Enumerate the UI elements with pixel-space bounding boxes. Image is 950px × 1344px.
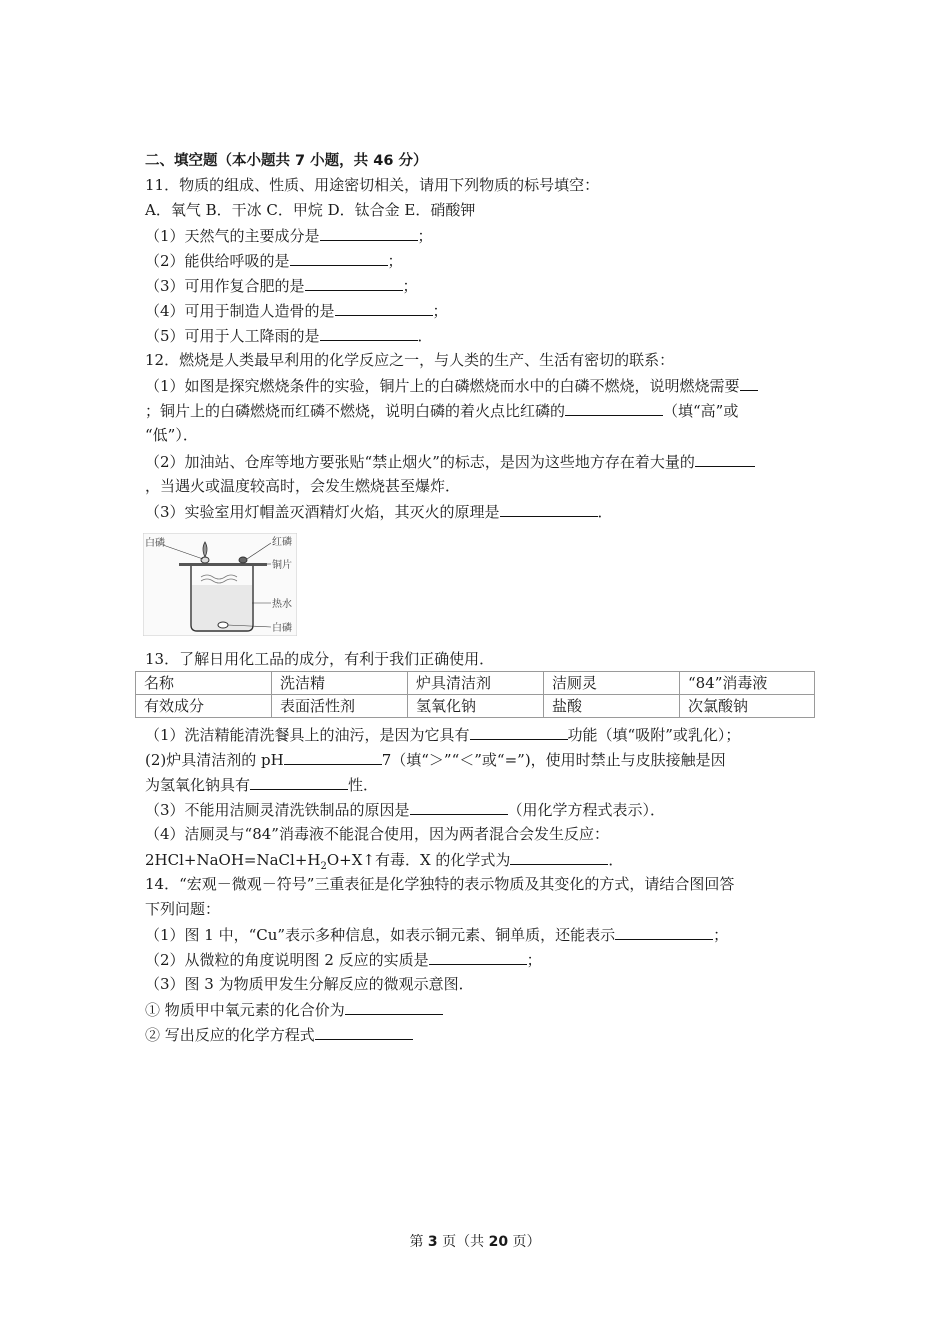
footer-mid: 页（共	[437, 1234, 489, 1250]
answer-blank[interactable]	[315, 1023, 413, 1040]
q11-part4-text: （4）可用于制造人造骨的是	[145, 302, 335, 320]
page-number: 3	[427, 1234, 438, 1250]
table-row	[136, 672, 815, 695]
table-cell: 炉具清洁剂	[408, 672, 544, 695]
q14-stem1: 14．“宏观－微观－符号”三重表征是化学独特的表示物质及其变化的方式，请结合图回答	[145, 875, 735, 893]
footer-post: 页）	[508, 1234, 541, 1250]
q11-part3-end: ；	[402, 277, 418, 295]
q11-part5-end: ．	[417, 327, 433, 345]
table-cell: 盐酸	[544, 695, 680, 718]
q11-part3-text: （3）可用作复合肥的是	[145, 277, 305, 295]
q12-part1b-text: ；铜片上的白磷燃烧而红磷不燃烧，说明白磷的着火点比红磷的	[145, 402, 566, 420]
answer-blank[interactable]	[320, 324, 418, 341]
answer-blank[interactable]	[410, 798, 508, 815]
q11-stem: 11．物质的组成、性质、用途密切相关，请用下列物质的标号填空：	[145, 176, 600, 194]
q11-part4	[145, 299, 448, 322]
q11-part3	[145, 274, 418, 297]
q13-part2a	[145, 748, 726, 771]
label-white-phosphorus-top: 白磷	[145, 538, 165, 549]
q12-part2a	[145, 450, 755, 473]
answer-blank[interactable]	[695, 450, 755, 467]
table-row	[136, 695, 815, 718]
answer-blank[interactable]	[345, 998, 443, 1015]
table-cell: 表面活性剂	[272, 695, 408, 718]
answer-blank[interactable]	[500, 500, 598, 517]
q14-part1	[145, 923, 728, 946]
equation-part2: O+X↑有毒．X 的化学式为	[326, 851, 511, 869]
combustion-experiment-figure	[143, 533, 297, 636]
q13-stem: 13．了解日用化工品的成分，有利于我们正确使用．	[145, 650, 495, 668]
equation-part1: 2HCl+NaOH=NaCl+H	[145, 851, 321, 869]
q13-part1-end: 功能（填“吸附”或乳化）；	[567, 726, 741, 744]
table-cell: 氢氧化钠	[408, 695, 544, 718]
table-cell: “84”消毒液	[680, 672, 815, 695]
q11-part5-text: （5）可用于人工降雨的是	[145, 327, 320, 345]
red-phosphorus	[239, 557, 247, 563]
q11-part1-end: ；	[417, 227, 433, 245]
q12-part1a-text: （1）如图是探究燃烧条件的实验，铜片上的白磷燃烧而水中的白磷不燃烧，说明燃烧需要	[145, 377, 740, 395]
q14-part1-end: ；	[713, 926, 729, 944]
answer-blank[interactable]	[740, 374, 758, 391]
answer-blank[interactable]	[615, 923, 713, 940]
copper-plate	[179, 563, 267, 566]
answer-blank[interactable]	[320, 224, 418, 241]
q12-part1b-end: （填“高”或	[663, 402, 739, 420]
label-copper-plate: 铜片	[272, 560, 292, 571]
table-cell: 次氯酸钠	[680, 695, 815, 718]
q12-part1c: “低”）．	[145, 426, 198, 444]
q13-part3-end: （用化学方程式表示）．	[507, 801, 666, 819]
q14-stem2: 下列问题：	[145, 900, 221, 918]
q12-part3	[145, 500, 613, 523]
q12-part2a-text: （2）加油站、仓库等地方要张贴“禁止烟火”的标志，是因为这些地方存在着大量的	[145, 453, 695, 471]
equation-subscript: 2	[320, 861, 327, 872]
answer-blank[interactable]	[250, 773, 348, 790]
page-footer	[0, 1231, 950, 1251]
q12-part1b	[145, 399, 738, 422]
answer-blank[interactable]	[565, 399, 663, 416]
q13-part1-text: （1）洗洁精能清洗餐具上的油污，是因为它具有	[145, 726, 470, 744]
q13-part3	[145, 798, 665, 821]
q11-options: A．氧气 B．干冰 C．甲烷 D．钛合金 E．硝酸钾	[145, 201, 476, 219]
table-cell: 洁厕灵	[544, 672, 680, 695]
answer-blank[interactable]	[335, 299, 433, 316]
q14-part1-text: （1）图 1 中，“Cu”表示多种信息，如表示铜元素、铜单质，还能表示	[145, 926, 616, 944]
table-cell: 洗洁精	[272, 672, 408, 695]
label-white-phosphorus-bottom: 白磷	[272, 623, 292, 634]
q11-part2-text: （2）能供给呼吸的是	[145, 252, 290, 270]
white-phosphorus-top	[201, 557, 209, 563]
white-phosphorus-bottom	[218, 622, 228, 628]
q13-part2a-text: (2)炉具清洁剂的 pH	[145, 751, 284, 769]
q14-part2	[145, 948, 542, 971]
answer-blank[interactable]	[284, 748, 382, 765]
page-total: 20	[488, 1234, 509, 1250]
q14-part3-2	[145, 1023, 413, 1046]
q13-part2b-end: 性．	[348, 776, 379, 794]
q11-part1-text: （1）天然气的主要成分是	[145, 227, 320, 245]
q13-part3-text: （3）不能用洁厕灵清洗铁制品的原因是	[145, 801, 410, 819]
q14-part3: （3）图 3 为物质甲发生分解反应的微观示意图．	[145, 975, 474, 993]
q12-part3-end: ．	[597, 503, 613, 521]
q11-part2-end: ；	[387, 252, 403, 270]
label-hot-water: 热水	[272, 599, 292, 610]
q14-part2-end: ；	[526, 951, 542, 969]
answer-blank[interactable]	[305, 274, 403, 291]
ingredients-table	[135, 671, 815, 718]
table-cell: 名称	[136, 672, 272, 695]
q12-stem: 12．燃烧是人类最早利用的化学反应之一，与人类的生产、生活有密切的联系：	[145, 351, 675, 369]
answer-blank[interactable]	[470, 723, 568, 740]
answer-blank[interactable]	[510, 848, 608, 865]
q13-part2b-text: 为氢氧化钠具有	[145, 776, 251, 794]
answer-blank[interactable]	[290, 249, 388, 266]
q14-part3-2-text: ② 写出反应的化学方程式	[145, 1026, 315, 1044]
label-red-phosphorus: 红磷	[272, 537, 292, 548]
q12-part3-text: （3）实验室用灯帽盖灭酒精灯火焰，其灭火的原理是	[145, 503, 500, 521]
q13-part2b	[145, 773, 378, 796]
q14-part3-1	[145, 998, 443, 1021]
q11-part2	[145, 249, 403, 272]
answer-blank[interactable]	[429, 948, 527, 965]
q12-part1a	[145, 374, 758, 397]
q11-part5	[145, 324, 433, 347]
equation-end: ．	[608, 851, 624, 869]
q13-part2a-end: 7（填“＞”“＜”或“=”)，使用时禁止与皮肤接触是因	[381, 751, 726, 769]
q11-part4-end: ；	[432, 302, 448, 320]
q13-part1	[145, 723, 740, 746]
flame-icon	[203, 542, 207, 557]
q14-part3-1-text: ① 物质甲中氧元素的化合价为	[145, 1001, 345, 1019]
q12-part2b: ，当遇火或温度较高时，会发生燃烧甚至爆炸．	[145, 477, 461, 495]
table-cell: 有效成分	[136, 695, 272, 718]
q11-part1	[145, 224, 433, 247]
section-title: 二、填空题（本小题共 7 小题，共 46 分）	[145, 153, 428, 169]
q13-part4: （4）洁厕灵与“84”消毒液不能混合使用，因为两者混合会发生反应：	[145, 825, 609, 843]
footer-pre: 第	[409, 1234, 428, 1250]
q14-part2-text: （2）从微粒的角度说明图 2 反应的实质是	[145, 951, 429, 969]
